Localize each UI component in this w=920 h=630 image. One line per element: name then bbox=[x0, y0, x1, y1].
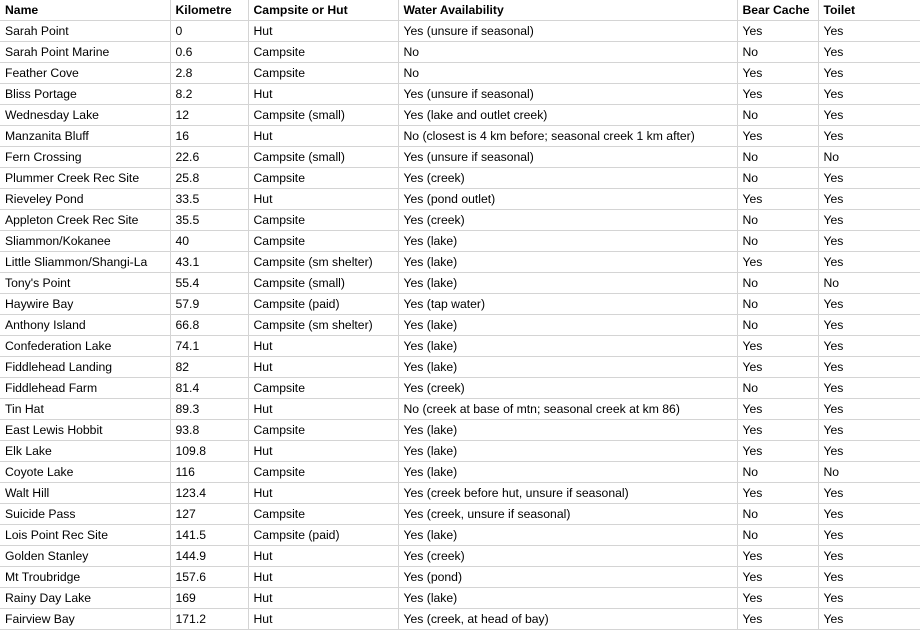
cell-km: 12 bbox=[170, 105, 248, 126]
cell-bear: No bbox=[737, 294, 818, 315]
cell-bear: No bbox=[737, 147, 818, 168]
cell-bear: Yes bbox=[737, 84, 818, 105]
cell-water: No bbox=[398, 42, 737, 63]
cell-km: 82 bbox=[170, 357, 248, 378]
cell-type: Campsite (paid) bbox=[248, 294, 398, 315]
cell-bear: No bbox=[737, 210, 818, 231]
cell-bear: No bbox=[737, 378, 818, 399]
cell-bear: No bbox=[737, 462, 818, 483]
cell-toilet: Yes bbox=[818, 441, 920, 462]
cell-water: Yes (unsure if seasonal) bbox=[398, 147, 737, 168]
column-header-water[interactable]: Water Availability bbox=[398, 0, 737, 21]
cell-toilet: Yes bbox=[818, 105, 920, 126]
cell-km: 169 bbox=[170, 588, 248, 609]
cell-bear: Yes bbox=[737, 588, 818, 609]
cell-type: Campsite (small) bbox=[248, 105, 398, 126]
cell-name: Appleton Creek Rec Site bbox=[0, 210, 170, 231]
cell-bear: Yes bbox=[737, 399, 818, 420]
cell-toilet: Yes bbox=[818, 63, 920, 84]
cell-water: Yes (lake) bbox=[398, 462, 737, 483]
table-row[interactable] bbox=[0, 546, 920, 567]
cell-bear: Yes bbox=[737, 189, 818, 210]
column-header-toilet[interactable]: Toilet bbox=[818, 0, 920, 21]
cell-toilet: Yes bbox=[818, 210, 920, 231]
cell-water: Yes (lake) bbox=[398, 441, 737, 462]
cell-type: Hut bbox=[248, 567, 398, 588]
cell-km: 33.5 bbox=[170, 189, 248, 210]
cell-toilet: Yes bbox=[818, 504, 920, 525]
cell-type: Campsite (sm shelter) bbox=[248, 252, 398, 273]
cell-type: Hut bbox=[248, 21, 398, 42]
cell-km: 8.2 bbox=[170, 84, 248, 105]
cell-type: Hut bbox=[248, 189, 398, 210]
table-header-row bbox=[0, 0, 920, 21]
cell-name: Bliss Portage bbox=[0, 84, 170, 105]
cell-km: 144.9 bbox=[170, 546, 248, 567]
cell-water: Yes (lake and outlet creek) bbox=[398, 105, 737, 126]
cell-km: 25.8 bbox=[170, 168, 248, 189]
cell-km: 0.6 bbox=[170, 42, 248, 63]
cell-bear: No bbox=[737, 315, 818, 336]
cell-bear: Yes bbox=[737, 252, 818, 273]
column-header-name[interactable]: Name bbox=[0, 0, 170, 21]
cell-type: Campsite (small) bbox=[248, 147, 398, 168]
cell-toilet: Yes bbox=[818, 126, 920, 147]
cell-km: 0 bbox=[170, 21, 248, 42]
cell-km: 57.9 bbox=[170, 294, 248, 315]
cell-km: 141.5 bbox=[170, 525, 248, 546]
table-row[interactable] bbox=[0, 525, 920, 546]
cell-km: 2.8 bbox=[170, 63, 248, 84]
cell-type: Campsite bbox=[248, 231, 398, 252]
cell-km: 40 bbox=[170, 231, 248, 252]
cell-toilet: Yes bbox=[818, 378, 920, 399]
cell-km: 35.5 bbox=[170, 210, 248, 231]
cell-bear: Yes bbox=[737, 546, 818, 567]
cell-bear: Yes bbox=[737, 21, 818, 42]
cell-water: Yes (unsure if seasonal) bbox=[398, 84, 737, 105]
table-row[interactable] bbox=[0, 84, 920, 105]
cell-name: Suicide Pass bbox=[0, 504, 170, 525]
cell-name: Fiddlehead Farm bbox=[0, 378, 170, 399]
table-row[interactable] bbox=[0, 567, 920, 588]
table-row[interactable] bbox=[0, 252, 920, 273]
cell-water: Yes (tap water) bbox=[398, 294, 737, 315]
cell-water: Yes (creek) bbox=[398, 168, 737, 189]
cell-water: No (closest is 4 km before; seasonal creek 1 km after) bbox=[398, 126, 737, 147]
cell-name: Mt Troubridge bbox=[0, 567, 170, 588]
table-row[interactable] bbox=[0, 483, 920, 504]
cell-toilet: Yes bbox=[818, 42, 920, 63]
cell-toilet: Yes bbox=[818, 189, 920, 210]
cell-toilet: Yes bbox=[818, 588, 920, 609]
table-row[interactable] bbox=[0, 378, 920, 399]
cell-km: 171.2 bbox=[170, 609, 248, 630]
table-row[interactable] bbox=[0, 504, 920, 525]
cell-name: Rainy Day Lake bbox=[0, 588, 170, 609]
table-row[interactable] bbox=[0, 42, 920, 63]
cell-name: Sarah Point Marine bbox=[0, 42, 170, 63]
cell-type: Hut bbox=[248, 441, 398, 462]
cell-water: Yes (unsure if seasonal) bbox=[398, 21, 737, 42]
cell-bear: No bbox=[737, 525, 818, 546]
table-row[interactable] bbox=[0, 609, 920, 630]
cell-type: Hut bbox=[248, 126, 398, 147]
cell-water: Yes (creek) bbox=[398, 546, 737, 567]
cell-water: Yes (creek before hut, unsure if seasonal) bbox=[398, 483, 737, 504]
cell-water: Yes (lake) bbox=[398, 525, 737, 546]
cell-bear: Yes bbox=[737, 126, 818, 147]
cell-toilet: No bbox=[818, 462, 920, 483]
cell-type: Campsite bbox=[248, 504, 398, 525]
table-row[interactable] bbox=[0, 63, 920, 84]
table-row[interactable] bbox=[0, 105, 920, 126]
cell-name: Rieveley Pond bbox=[0, 189, 170, 210]
cell-type: Campsite bbox=[248, 168, 398, 189]
cell-name: Tin Hat bbox=[0, 399, 170, 420]
cell-toilet: Yes bbox=[818, 609, 920, 630]
cell-name: Anthony Island bbox=[0, 315, 170, 336]
cell-type: Campsite bbox=[248, 63, 398, 84]
cell-type: Campsite (small) bbox=[248, 273, 398, 294]
cell-toilet: Yes bbox=[818, 336, 920, 357]
cell-water: Yes (lake) bbox=[398, 315, 737, 336]
column-header-bear[interactable]: Bear Cache bbox=[737, 0, 818, 21]
cell-type: Hut bbox=[248, 483, 398, 504]
cell-water: Yes (lake) bbox=[398, 252, 737, 273]
cell-type: Campsite bbox=[248, 378, 398, 399]
cell-km: 74.1 bbox=[170, 336, 248, 357]
cell-bear: Yes bbox=[737, 336, 818, 357]
cell-type: Campsite bbox=[248, 42, 398, 63]
cell-type: Hut bbox=[248, 546, 398, 567]
cell-bear: Yes bbox=[737, 63, 818, 84]
cell-type: Campsite (sm shelter) bbox=[248, 315, 398, 336]
cell-km: 123.4 bbox=[170, 483, 248, 504]
cell-km: 22.6 bbox=[170, 147, 248, 168]
table-row[interactable] bbox=[0, 210, 920, 231]
cell-toilet: Yes bbox=[818, 399, 920, 420]
table-row[interactable] bbox=[0, 21, 920, 42]
table-row[interactable] bbox=[0, 399, 920, 420]
cell-bear: Yes bbox=[737, 441, 818, 462]
table-row[interactable] bbox=[0, 147, 920, 168]
cell-type: Hut bbox=[248, 336, 398, 357]
cell-type: Hut bbox=[248, 357, 398, 378]
cell-toilet: Yes bbox=[818, 567, 920, 588]
cell-water: Yes (pond outlet) bbox=[398, 189, 737, 210]
cell-type: Hut bbox=[248, 84, 398, 105]
cell-water: No bbox=[398, 63, 737, 84]
cell-name: Feather Cove bbox=[0, 63, 170, 84]
table-row[interactable] bbox=[0, 168, 920, 189]
table-row[interactable] bbox=[0, 441, 920, 462]
cell-water: Yes (lake) bbox=[398, 336, 737, 357]
cell-type: Hut bbox=[248, 399, 398, 420]
table-row[interactable] bbox=[0, 420, 920, 441]
cell-bear: Yes bbox=[737, 420, 818, 441]
cell-bear: Yes bbox=[737, 357, 818, 378]
cell-water: Yes (lake) bbox=[398, 273, 737, 294]
cell-km: 93.8 bbox=[170, 420, 248, 441]
column-header-km[interactable]: Kilometre bbox=[170, 0, 248, 21]
cell-toilet: Yes bbox=[818, 525, 920, 546]
cell-bear: Yes bbox=[737, 567, 818, 588]
cell-toilet: Yes bbox=[818, 84, 920, 105]
cell-toilet: Yes bbox=[818, 21, 920, 42]
table-body bbox=[0, 21, 920, 630]
cell-type: Campsite (paid) bbox=[248, 525, 398, 546]
cell-toilet: No bbox=[818, 273, 920, 294]
table-row[interactable] bbox=[0, 357, 920, 378]
cell-toilet: Yes bbox=[818, 294, 920, 315]
cell-type: Campsite bbox=[248, 420, 398, 441]
cell-bear: No bbox=[737, 105, 818, 126]
table-row[interactable] bbox=[0, 189, 920, 210]
table-row[interactable] bbox=[0, 336, 920, 357]
cell-bear: No bbox=[737, 42, 818, 63]
cell-name: Manzanita Bluff bbox=[0, 126, 170, 147]
cell-km: 16 bbox=[170, 126, 248, 147]
cell-name: Wednesday Lake bbox=[0, 105, 170, 126]
cell-water: Yes (lake) bbox=[398, 420, 737, 441]
cell-km: 116 bbox=[170, 462, 248, 483]
cell-name: Tony's Point bbox=[0, 273, 170, 294]
table-header bbox=[0, 0, 920, 21]
cell-km: 109.8 bbox=[170, 441, 248, 462]
cell-km: 55.4 bbox=[170, 273, 248, 294]
cell-km: 81.4 bbox=[170, 378, 248, 399]
cell-name: Fern Crossing bbox=[0, 147, 170, 168]
cell-name: East Lewis Hobbit bbox=[0, 420, 170, 441]
cell-bear: No bbox=[737, 231, 818, 252]
cell-name: Golden Stanley bbox=[0, 546, 170, 567]
cell-name: Coyote Lake bbox=[0, 462, 170, 483]
cell-toilet: No bbox=[818, 147, 920, 168]
cell-water: Yes (lake) bbox=[398, 588, 737, 609]
cell-water: Yes (creek) bbox=[398, 378, 737, 399]
cell-water: Yes (lake) bbox=[398, 357, 737, 378]
table-row[interactable] bbox=[0, 462, 920, 483]
cell-water: Yes (lake) bbox=[398, 231, 737, 252]
cell-name: Confederation Lake bbox=[0, 336, 170, 357]
cell-toilet: Yes bbox=[818, 315, 920, 336]
cell-bear: No bbox=[737, 504, 818, 525]
column-header-type[interactable]: Campsite or Hut bbox=[248, 0, 398, 21]
cell-name: Elk Lake bbox=[0, 441, 170, 462]
cell-name: Walt Hill bbox=[0, 483, 170, 504]
cell-water: Yes (creek, unsure if seasonal) bbox=[398, 504, 737, 525]
table-row[interactable] bbox=[0, 231, 920, 252]
cell-km: 89.3 bbox=[170, 399, 248, 420]
table-row[interactable] bbox=[0, 588, 920, 609]
cell-name: Fiddlehead Landing bbox=[0, 357, 170, 378]
table-row[interactable] bbox=[0, 315, 920, 336]
cell-toilet: Yes bbox=[818, 357, 920, 378]
cell-type: Campsite bbox=[248, 462, 398, 483]
cell-name: Sliammon/Kokanee bbox=[0, 231, 170, 252]
cell-toilet: Yes bbox=[818, 546, 920, 567]
cell-toilet: Yes bbox=[818, 483, 920, 504]
table-row[interactable] bbox=[0, 273, 920, 294]
cell-bear: No bbox=[737, 273, 818, 294]
cell-km: 43.1 bbox=[170, 252, 248, 273]
cell-water: No (creek at base of mtn; seasonal creek at km 86) bbox=[398, 399, 737, 420]
cell-km: 157.6 bbox=[170, 567, 248, 588]
cell-name: Fairview Bay bbox=[0, 609, 170, 630]
cell-water: Yes (creek, at head of bay) bbox=[398, 609, 737, 630]
cell-km: 127 bbox=[170, 504, 248, 525]
cell-name: Sarah Point bbox=[0, 21, 170, 42]
cell-water: Yes (pond) bbox=[398, 567, 737, 588]
cell-name: Haywire Bay bbox=[0, 294, 170, 315]
cell-bear: Yes bbox=[737, 609, 818, 630]
cell-bear: Yes bbox=[737, 483, 818, 504]
table-row[interactable] bbox=[0, 126, 920, 147]
table-row[interactable] bbox=[0, 294, 920, 315]
cell-toilet: Yes bbox=[818, 252, 920, 273]
cell-toilet: Yes bbox=[818, 231, 920, 252]
cell-name: Lois Point Rec Site bbox=[0, 525, 170, 546]
cell-water: Yes (creek) bbox=[398, 210, 737, 231]
cell-name: Plummer Creek Rec Site bbox=[0, 168, 170, 189]
cell-toilet: Yes bbox=[818, 420, 920, 441]
cell-km: 66.8 bbox=[170, 315, 248, 336]
cell-name: Little Sliammon/Shangi-La bbox=[0, 252, 170, 273]
cell-bear: No bbox=[737, 168, 818, 189]
cell-type: Campsite bbox=[248, 210, 398, 231]
cell-type: Hut bbox=[248, 609, 398, 630]
cell-type: Hut bbox=[248, 588, 398, 609]
cell-toilet: Yes bbox=[818, 168, 920, 189]
